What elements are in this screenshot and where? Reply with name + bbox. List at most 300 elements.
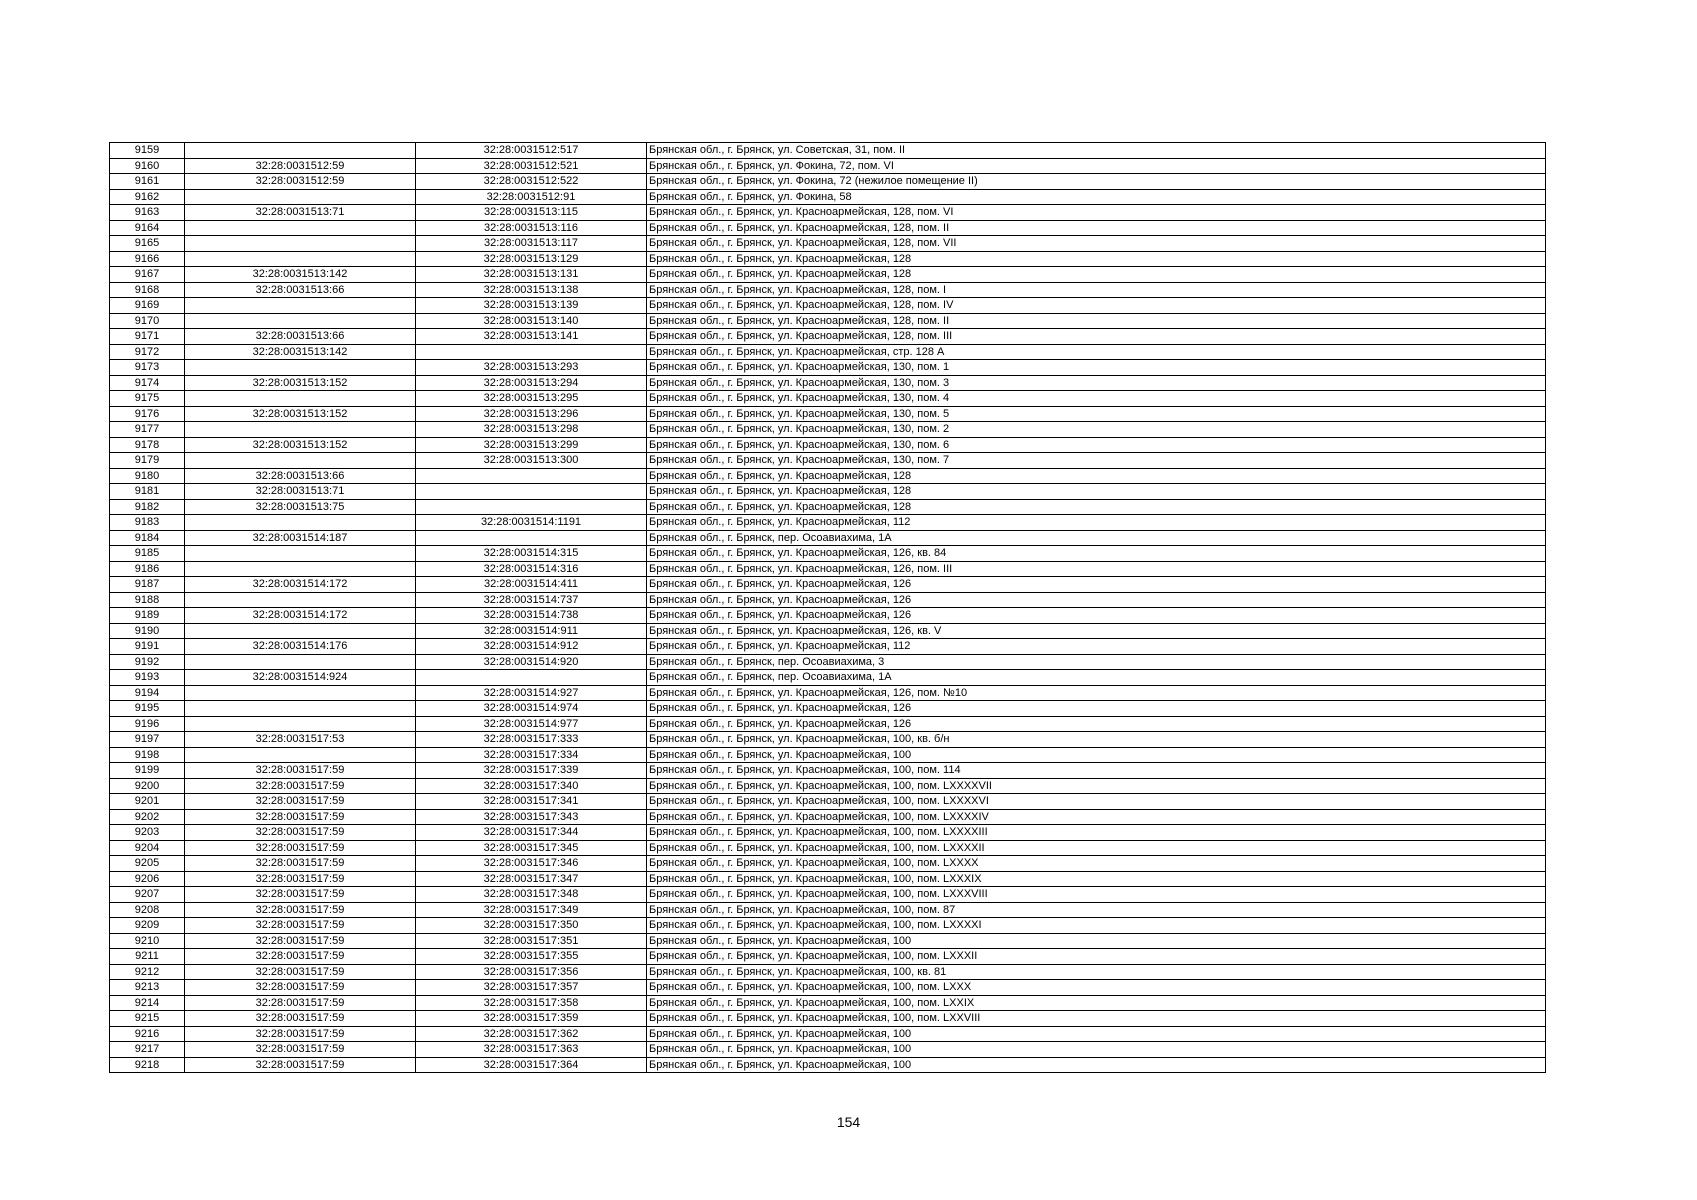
object-cadastral-number-cell: 32:28:0031513:141 xyxy=(416,329,647,345)
address-cell: Брянская обл., г. Брянск, ул. Красноармейская, 128, пом. I xyxy=(647,282,1546,298)
row-number-cell: 9185 xyxy=(110,546,185,562)
land-cadastral-number-cell: 32:28:0031517:59 xyxy=(185,980,416,996)
table-row xyxy=(110,189,1546,205)
row-number-cell: 9201 xyxy=(110,794,185,810)
row-number-cell: 9206 xyxy=(110,871,185,887)
row-number-cell: 9213 xyxy=(110,980,185,996)
land-cadastral-number-cell: 32:28:0031517:59 xyxy=(185,809,416,825)
address-cell: Брянская обл., г. Брянск, ул. Красноармейская, 128 xyxy=(647,267,1546,283)
land-cadastral-number-cell xyxy=(185,189,416,205)
address-cell: Брянская обл., г. Брянск, ул. Красноармейская, 100, кв. б/н xyxy=(647,732,1546,748)
land-cadastral-number-cell xyxy=(185,685,416,701)
table-row xyxy=(110,825,1546,841)
address-cell: Брянская обл., г. Брянск, ул. Красноармейская, 126 xyxy=(647,608,1546,624)
object-cadastral-number-cell: 32:28:0031517:345 xyxy=(416,840,647,856)
table-row xyxy=(110,143,1546,159)
address-cell: Брянская обл., г. Брянск, ул. Красноармейская, 100, пом. LXXXXIV xyxy=(647,809,1546,825)
address-cell: Брянская обл., г. Брянск, ул. Красноармейская, 126, кв. V xyxy=(647,623,1546,639)
row-number-cell: 9196 xyxy=(110,716,185,732)
land-cadastral-number-cell: 32:28:0031513:142 xyxy=(185,344,416,360)
object-cadastral-number-cell: 32:28:0031514:411 xyxy=(416,577,647,593)
table-row xyxy=(110,608,1546,624)
object-cadastral-number-cell xyxy=(416,499,647,515)
land-cadastral-number-cell: 32:28:0031517:59 xyxy=(185,918,416,934)
object-cadastral-number-cell: 32:28:0031517:356 xyxy=(416,964,647,980)
address-cell: Брянская обл., г. Брянск, ул. Красноармейская, 100 xyxy=(647,933,1546,949)
table-row xyxy=(110,918,1546,934)
table-row xyxy=(110,840,1546,856)
address-cell: Брянская обл., г. Брянск, ул. Красноармейская, 130, пом. 7 xyxy=(647,453,1546,469)
row-number-cell: 9210 xyxy=(110,933,185,949)
address-cell: Брянская обл., г. Брянск, ул. Красноармейская, 126, кв. 84 xyxy=(647,546,1546,562)
address-cell: Брянская обл., г. Брянск, ул. Красноармейская, 130, пом. 1 xyxy=(647,360,1546,376)
object-cadastral-number-cell: 32:28:0031517:359 xyxy=(416,1011,647,1027)
object-cadastral-number-cell: 32:28:0031514:1191 xyxy=(416,515,647,531)
land-cadastral-number-cell xyxy=(185,623,416,639)
object-cadastral-number-cell: 32:28:0031517:362 xyxy=(416,1026,647,1042)
object-cadastral-number-cell: 32:28:0031517:363 xyxy=(416,1042,647,1058)
object-cadastral-number-cell: 32:28:0031514:737 xyxy=(416,592,647,608)
land-cadastral-number-cell: 32:28:0031513:66 xyxy=(185,282,416,298)
page-number: 154 xyxy=(836,1114,861,1130)
row-number-cell: 9209 xyxy=(110,918,185,934)
row-number-cell: 9174 xyxy=(110,375,185,391)
row-number-cell: 9164 xyxy=(110,220,185,236)
table-row xyxy=(110,422,1546,438)
row-number-cell: 9193 xyxy=(110,670,185,686)
land-cadastral-number-cell xyxy=(185,391,416,407)
land-cadastral-number-cell: 32:28:0031513:71 xyxy=(185,205,416,221)
table-row xyxy=(110,499,1546,515)
land-cadastral-number-cell: 32:28:0031517:59 xyxy=(185,871,416,887)
object-cadastral-number-cell xyxy=(416,530,647,546)
table-row xyxy=(110,251,1546,267)
object-cadastral-number-cell: 32:28:0031513:140 xyxy=(416,313,647,329)
land-cadastral-number-cell: 32:28:0031517:59 xyxy=(185,856,416,872)
object-cadastral-number-cell: 32:28:0031517:340 xyxy=(416,778,647,794)
table-row xyxy=(110,468,1546,484)
address-cell: Брянская обл., г. Брянск, ул. Красноармейская, 100, пом. LXXXXII xyxy=(647,840,1546,856)
address-cell: Брянская обл., г. Брянск, ул. Красноармейская, 100, пом. LXXXXVI xyxy=(647,794,1546,810)
table-row xyxy=(110,267,1546,283)
object-cadastral-number-cell: 32:28:0031513:299 xyxy=(416,437,647,453)
land-cadastral-number-cell xyxy=(185,561,416,577)
table-row xyxy=(110,732,1546,748)
row-number-cell: 9195 xyxy=(110,701,185,717)
address-cell: Брянская обл., г. Брянск, ул. Красноармейская, 128 xyxy=(647,251,1546,267)
land-cadastral-number-cell xyxy=(185,701,416,717)
row-number-cell: 9163 xyxy=(110,205,185,221)
row-number-cell: 9208 xyxy=(110,902,185,918)
object-cadastral-number-cell: 32:28:0031514:977 xyxy=(416,716,647,732)
address-cell: Брянская обл., г. Брянск, ул. Красноармейская, 128 xyxy=(647,499,1546,515)
row-number-cell: 9171 xyxy=(110,329,185,345)
row-number-cell: 9204 xyxy=(110,840,185,856)
land-cadastral-number-cell: 32:28:0031513:152 xyxy=(185,375,416,391)
land-cadastral-number-cell: 32:28:0031517:53 xyxy=(185,732,416,748)
address-cell: Брянская обл., г. Брянск, ул. Фокина, 72, пом. VI xyxy=(647,158,1546,174)
object-cadastral-number-cell: 32:28:0031513:138 xyxy=(416,282,647,298)
object-cadastral-number-cell: 32:28:0031513:117 xyxy=(416,236,647,252)
address-cell: Брянская обл., г. Брянск, ул. Красноармейская, 130, пом. 2 xyxy=(647,422,1546,438)
table-row xyxy=(110,577,1546,593)
row-number-cell: 9180 xyxy=(110,468,185,484)
row-number-cell: 9167 xyxy=(110,267,185,283)
row-number-cell: 9188 xyxy=(110,592,185,608)
row-number-cell: 9199 xyxy=(110,763,185,779)
row-number-cell: 9177 xyxy=(110,422,185,438)
land-cadastral-number-cell: 32:28:0031517:59 xyxy=(185,995,416,1011)
object-cadastral-number-cell: 32:28:0031517:347 xyxy=(416,871,647,887)
address-cell: Брянская обл., г. Брянск, пер. Осоавиахима, 1А xyxy=(647,530,1546,546)
address-cell: Брянская обл., г. Брянск, ул. Красноармейская, 128, пом. II xyxy=(647,220,1546,236)
land-cadastral-number-cell: 32:28:0031517:59 xyxy=(185,825,416,841)
object-cadastral-number-cell: 32:28:0031517:351 xyxy=(416,933,647,949)
address-cell: Брянская обл., г. Брянск, ул. Фокина, 58 xyxy=(647,189,1546,205)
object-cadastral-number-cell: 32:28:0031514:911 xyxy=(416,623,647,639)
address-cell: Брянская обл., г. Брянск, ул. Красноармейская, 126, пом. III xyxy=(647,561,1546,577)
object-cadastral-number-cell: 32:28:0031514:912 xyxy=(416,639,647,655)
address-cell: Брянская обл., г. Брянск, ул. Красноармейская, 130, пом. 6 xyxy=(647,437,1546,453)
land-cadastral-number-cell xyxy=(185,716,416,732)
land-cadastral-number-cell: 32:28:0031514:924 xyxy=(185,670,416,686)
address-cell: Брянская обл., г. Брянск, ул. Красноармейская, 130, пом. 3 xyxy=(647,375,1546,391)
land-cadastral-number-cell xyxy=(185,546,416,562)
address-cell: Брянская обл., г. Брянск, ул. Красноармейская, 126 xyxy=(647,701,1546,717)
object-cadastral-number-cell: 32:28:0031512:91 xyxy=(416,189,647,205)
object-cadastral-number-cell: 32:28:0031513:294 xyxy=(416,375,647,391)
address-cell: Брянская обл., г. Брянск, ул. Красноармейская, 100, пом. LXXXX xyxy=(647,856,1546,872)
table-row xyxy=(110,856,1546,872)
address-cell: Брянская обл., г. Брянск, ул. Красноармейская, 128 xyxy=(647,484,1546,500)
table-row xyxy=(110,1011,1546,1027)
address-cell: Брянская обл., г. Брянск, ул. Красноармейская, 100, пом. LXXXII xyxy=(647,949,1546,965)
table-row xyxy=(110,701,1546,717)
land-cadastral-number-cell: 32:28:0031512:59 xyxy=(185,174,416,190)
table-row xyxy=(110,375,1546,391)
table-row xyxy=(110,654,1546,670)
table-row xyxy=(110,1026,1546,1042)
object-cadastral-number-cell: 32:28:0031517:357 xyxy=(416,980,647,996)
address-cell: Брянская обл., г. Брянск, ул. Красноармейская, 126 xyxy=(647,716,1546,732)
land-cadastral-number-cell: 32:28:0031514:187 xyxy=(185,530,416,546)
table-row xyxy=(110,530,1546,546)
table-row xyxy=(110,344,1546,360)
land-cadastral-number-cell: 32:28:0031513:66 xyxy=(185,468,416,484)
row-number-cell: 9192 xyxy=(110,654,185,670)
row-number-cell: 9179 xyxy=(110,453,185,469)
row-number-cell: 9187 xyxy=(110,577,185,593)
table-row xyxy=(110,561,1546,577)
address-cell: Брянская обл., г. Брянск, ул. Красноармейская, 112 xyxy=(647,639,1546,655)
address-cell: Брянская обл., г. Брянск, ул. Красноармейская, 128, пом. III xyxy=(647,329,1546,345)
land-cadastral-number-cell: 32:28:0031517:59 xyxy=(185,763,416,779)
row-number-cell: 9202 xyxy=(110,809,185,825)
land-cadastral-number-cell: 32:28:0031517:59 xyxy=(185,1042,416,1058)
row-number-cell: 9176 xyxy=(110,406,185,422)
table-row xyxy=(110,933,1546,949)
land-cadastral-number-cell xyxy=(185,422,416,438)
object-cadastral-number-cell: 32:28:0031513:131 xyxy=(416,267,647,283)
address-cell: Брянская обл., г. Брянск, ул. Красноармейская, 100, пом. LXXX xyxy=(647,980,1546,996)
table-row xyxy=(110,236,1546,252)
object-cadastral-number-cell: 32:28:0031517:364 xyxy=(416,1057,647,1073)
table-row xyxy=(110,484,1546,500)
address-cell: Брянская обл., г. Брянск, пер. Осоавиахима, 3 xyxy=(647,654,1546,670)
land-cadastral-number-cell: 32:28:0031517:59 xyxy=(185,887,416,903)
object-cadastral-number-cell: 32:28:0031517:333 xyxy=(416,732,647,748)
object-cadastral-number-cell: 32:28:0031514:927 xyxy=(416,685,647,701)
address-cell: Брянская обл., г. Брянск, ул. Советская, 31, пом. II xyxy=(647,143,1546,159)
object-cadastral-number-cell xyxy=(416,484,647,500)
row-number-cell: 9216 xyxy=(110,1026,185,1042)
address-cell: Брянская обл., г. Брянск, ул. Красноармейская, 126 xyxy=(647,592,1546,608)
table-row xyxy=(110,158,1546,174)
row-number-cell: 9160 xyxy=(110,158,185,174)
land-cadastral-number-cell xyxy=(185,251,416,267)
object-cadastral-number-cell: 32:28:0031513:139 xyxy=(416,298,647,314)
land-cadastral-number-cell: 32:28:0031517:59 xyxy=(185,1057,416,1073)
land-cadastral-number-cell xyxy=(185,143,416,159)
table-row xyxy=(110,623,1546,639)
row-number-cell: 9217 xyxy=(110,1042,185,1058)
object-cadastral-number-cell: 32:28:0031514:974 xyxy=(416,701,647,717)
object-cadastral-number-cell: 32:28:0031513:129 xyxy=(416,251,647,267)
address-cell: Брянская обл., г. Брянск, ул. Красноармейская, 128, пом. VI xyxy=(647,205,1546,221)
table-row xyxy=(110,887,1546,903)
address-cell: Брянская обл., г. Брянск, ул. Фокина, 72 (нежилое помещение II) xyxy=(647,174,1546,190)
object-cadastral-number-cell: 32:28:0031512:517 xyxy=(416,143,647,159)
land-cadastral-number-cell: 32:28:0031513:75 xyxy=(185,499,416,515)
address-cell: Брянская обл., г. Брянск, ул. Красноармейская, 128, пом. II xyxy=(647,313,1546,329)
row-number-cell: 9194 xyxy=(110,685,185,701)
row-number-cell: 9197 xyxy=(110,732,185,748)
row-number-cell: 9159 xyxy=(110,143,185,159)
row-number-cell: 9191 xyxy=(110,639,185,655)
table-row xyxy=(110,902,1546,918)
address-cell: Брянская обл., г. Брянск, ул. Красноармейская, 100 xyxy=(647,747,1546,763)
table-row xyxy=(110,220,1546,236)
table-row xyxy=(110,282,1546,298)
table-row xyxy=(110,871,1546,887)
row-number-cell: 9190 xyxy=(110,623,185,639)
address-cell: Брянская обл., г. Брянск, ул. Красноармейская, 100, пом. LXXXXI xyxy=(647,918,1546,934)
land-cadastral-number-cell xyxy=(185,654,416,670)
address-cell: Брянская обл., г. Брянск, ул. Красноармейская, 128, пом. VII xyxy=(647,236,1546,252)
land-cadastral-number-cell xyxy=(185,515,416,531)
address-cell: Брянская обл., г. Брянск, пер. Осоавиахима, 1А xyxy=(647,670,1546,686)
table-row xyxy=(110,763,1546,779)
object-cadastral-number-cell: 32:28:0031517:355 xyxy=(416,949,647,965)
land-cadastral-number-cell xyxy=(185,236,416,252)
address-cell: Брянская обл., г. Брянск, ул. Красноармейская, 100, пом. LXXXIX xyxy=(647,871,1546,887)
object-cadastral-number-cell: 32:28:0031517:348 xyxy=(416,887,647,903)
table-row xyxy=(110,391,1546,407)
object-cadastral-number-cell: 32:28:0031513:295 xyxy=(416,391,647,407)
land-cadastral-number-cell xyxy=(185,220,416,236)
table-row xyxy=(110,453,1546,469)
object-cadastral-number-cell: 32:28:0031512:521 xyxy=(416,158,647,174)
table-row xyxy=(110,639,1546,655)
table-row xyxy=(110,406,1546,422)
table-row xyxy=(110,437,1546,453)
table-row xyxy=(110,298,1546,314)
object-cadastral-number-cell: 32:28:0031513:115 xyxy=(416,205,647,221)
land-cadastral-number-cell: 32:28:0031513:142 xyxy=(185,267,416,283)
address-cell: Брянская обл., г. Брянск, ул. Красноармейская, 100, пом. LXXVIII xyxy=(647,1011,1546,1027)
object-cadastral-number-cell: 32:28:0031514:315 xyxy=(416,546,647,562)
table-row xyxy=(110,313,1546,329)
row-number-cell: 9165 xyxy=(110,236,185,252)
row-number-cell: 9189 xyxy=(110,608,185,624)
object-cadastral-number-cell: 32:28:0031513:300 xyxy=(416,453,647,469)
table-row xyxy=(110,949,1546,965)
land-cadastral-number-cell: 32:28:0031513:152 xyxy=(185,406,416,422)
row-number-cell: 9218 xyxy=(110,1057,185,1073)
object-cadastral-number-cell: 32:28:0031514:738 xyxy=(416,608,647,624)
object-cadastral-number-cell: 32:28:0031514:316 xyxy=(416,561,647,577)
row-number-cell: 9211 xyxy=(110,949,185,965)
table-row xyxy=(110,778,1546,794)
object-cadastral-number-cell: 32:28:0031517:346 xyxy=(416,856,647,872)
table-row xyxy=(110,329,1546,345)
address-cell: Брянская обл., г. Брянск, ул. Красноармейская, 130, пом. 5 xyxy=(647,406,1546,422)
land-cadastral-number-cell: 32:28:0031513:152 xyxy=(185,437,416,453)
row-number-cell: 9161 xyxy=(110,174,185,190)
row-number-cell: 9186 xyxy=(110,561,185,577)
table-row xyxy=(110,685,1546,701)
land-cadastral-number-cell: 32:28:0031517:59 xyxy=(185,1011,416,1027)
land-cadastral-number-cell: 32:28:0031514:172 xyxy=(185,577,416,593)
object-cadastral-number-cell xyxy=(416,670,647,686)
land-cadastral-number-cell: 32:28:0031517:59 xyxy=(185,778,416,794)
object-cadastral-number-cell xyxy=(416,468,647,484)
address-cell: Брянская обл., г. Брянск, ул. Красноармейская, стр. 128 А xyxy=(647,344,1546,360)
address-cell: Брянская обл., г. Брянск, ул. Красноармейская, 100, пом. LXXXXVII xyxy=(647,778,1546,794)
object-cadastral-number-cell: 32:28:0031513:293 xyxy=(416,360,647,376)
row-number-cell: 9181 xyxy=(110,484,185,500)
address-cell: Брянская обл., г. Брянск, ул. Красноармейская, 100, кв. 81 xyxy=(647,964,1546,980)
address-cell: Брянская обл., г. Брянск, ул. Красноармейская, 100, пом. LXXXXIII xyxy=(647,825,1546,841)
table-row xyxy=(110,794,1546,810)
table-row xyxy=(110,964,1546,980)
address-cell: Брянская обл., г. Брянск, ул. Красноармейская, 128, пом. IV xyxy=(647,298,1546,314)
row-number-cell: 9162 xyxy=(110,189,185,205)
land-cadastral-number-cell: 32:28:0031517:59 xyxy=(185,902,416,918)
row-number-cell: 9205 xyxy=(110,856,185,872)
address-cell: Брянская обл., г. Брянск, ул. Красноармейская, 100, пом. LXXIX xyxy=(647,995,1546,1011)
land-cadastral-number-cell: 32:28:0031517:59 xyxy=(185,794,416,810)
table-row xyxy=(110,515,1546,531)
table-row xyxy=(110,174,1546,190)
land-cadastral-number-cell xyxy=(185,360,416,376)
row-number-cell: 9172 xyxy=(110,344,185,360)
table-row xyxy=(110,747,1546,763)
row-number-cell: 9169 xyxy=(110,298,185,314)
row-number-cell: 9166 xyxy=(110,251,185,267)
address-cell: Брянская обл., г. Брянск, ул. Красноармейская, 100 xyxy=(647,1042,1546,1058)
object-cadastral-number-cell xyxy=(416,344,647,360)
land-cadastral-number-cell: 32:28:0031517:59 xyxy=(185,840,416,856)
land-cadastral-number-cell xyxy=(185,298,416,314)
table-row xyxy=(110,205,1546,221)
row-number-cell: 9173 xyxy=(110,360,185,376)
row-number-cell: 9207 xyxy=(110,887,185,903)
row-number-cell: 9215 xyxy=(110,1011,185,1027)
address-cell: Брянская обл., г. Брянск, ул. Красноармейская, 100, пом. LXXXVIII xyxy=(647,887,1546,903)
table-row xyxy=(110,546,1546,562)
table-row xyxy=(110,809,1546,825)
address-cell: Брянская обл., г. Брянск, ул. Красноармейская, 126, пом. №10 xyxy=(647,685,1546,701)
land-cadastral-number-cell xyxy=(185,747,416,763)
land-cadastral-number-cell: 32:28:0031514:172 xyxy=(185,608,416,624)
row-number-cell: 9178 xyxy=(110,437,185,453)
address-cell: Брянская обл., г. Брянск, ул. Красноармейская, 112 xyxy=(647,515,1546,531)
address-cell: Брянская обл., г. Брянск, ул. Красноармейская, 100, пом. 114 xyxy=(647,763,1546,779)
row-number-cell: 9175 xyxy=(110,391,185,407)
object-cadastral-number-cell: 32:28:0031517:339 xyxy=(416,763,647,779)
address-cell: Брянская обл., г. Брянск, ул. Красноармейская, 100 xyxy=(647,1026,1546,1042)
object-cadastral-number-cell: 32:28:0031513:298 xyxy=(416,422,647,438)
object-cadastral-number-cell: 32:28:0031512:522 xyxy=(416,174,647,190)
table-row xyxy=(110,670,1546,686)
table-row xyxy=(110,592,1546,608)
land-cadastral-number-cell: 32:28:0031517:59 xyxy=(185,949,416,965)
row-number-cell: 9170 xyxy=(110,313,185,329)
land-cadastral-number-cell: 32:28:0031512:59 xyxy=(185,158,416,174)
land-cadastral-number-cell: 32:28:0031513:71 xyxy=(185,484,416,500)
row-number-cell: 9184 xyxy=(110,530,185,546)
object-cadastral-number-cell: 32:28:0031517:343 xyxy=(416,809,647,825)
table-row xyxy=(110,995,1546,1011)
land-cadastral-number-cell: 32:28:0031514:176 xyxy=(185,639,416,655)
registry-table-body xyxy=(110,143,1546,1073)
land-cadastral-number-cell xyxy=(185,313,416,329)
address-cell: Брянская обл., г. Брянск, ул. Красноармейская, 128 xyxy=(647,468,1546,484)
address-cell: Брянская обл., г. Брянск, ул. Красноармейская, 130, пом. 4 xyxy=(647,391,1546,407)
row-number-cell: 9182 xyxy=(110,499,185,515)
row-number-cell: 9198 xyxy=(110,747,185,763)
object-cadastral-number-cell: 32:28:0031517:358 xyxy=(416,995,647,1011)
row-number-cell: 9203 xyxy=(110,825,185,841)
object-cadastral-number-cell: 32:28:0031513:116 xyxy=(416,220,647,236)
table-row xyxy=(110,360,1546,376)
land-cadastral-number-cell: 32:28:0031513:66 xyxy=(185,329,416,345)
land-cadastral-number-cell: 32:28:0031517:59 xyxy=(185,933,416,949)
land-cadastral-number-cell xyxy=(185,592,416,608)
table-row xyxy=(110,1057,1546,1073)
object-cadastral-number-cell: 32:28:0031513:296 xyxy=(416,406,647,422)
table-row xyxy=(110,980,1546,996)
object-cadastral-number-cell: 32:28:0031517:334 xyxy=(416,747,647,763)
object-cadastral-number-cell: 32:28:0031517:349 xyxy=(416,902,647,918)
row-number-cell: 9212 xyxy=(110,964,185,980)
object-cadastral-number-cell: 32:28:0031517:350 xyxy=(416,918,647,934)
row-number-cell: 9214 xyxy=(110,995,185,1011)
row-number-cell: 9200 xyxy=(110,778,185,794)
land-cadastral-number-cell: 32:28:0031517:59 xyxy=(185,1026,416,1042)
address-cell: Брянская обл., г. Брянск, ул. Красноармейская, 100 xyxy=(647,1057,1546,1073)
object-cadastral-number-cell: 32:28:0031514:920 xyxy=(416,654,647,670)
address-cell: Брянская обл., г. Брянск, ул. Красноармейская, 100, пом. 87 xyxy=(647,902,1546,918)
table-row xyxy=(110,1042,1546,1058)
object-cadastral-number-cell: 32:28:0031517:344 xyxy=(416,825,647,841)
row-number-cell: 9183 xyxy=(110,515,185,531)
address-cell: Брянская обл., г. Брянск, ул. Красноармейская, 126 xyxy=(647,577,1546,593)
land-cadastral-number-cell xyxy=(185,453,416,469)
registry-table xyxy=(109,142,1546,1073)
row-number-cell: 9168 xyxy=(110,282,185,298)
